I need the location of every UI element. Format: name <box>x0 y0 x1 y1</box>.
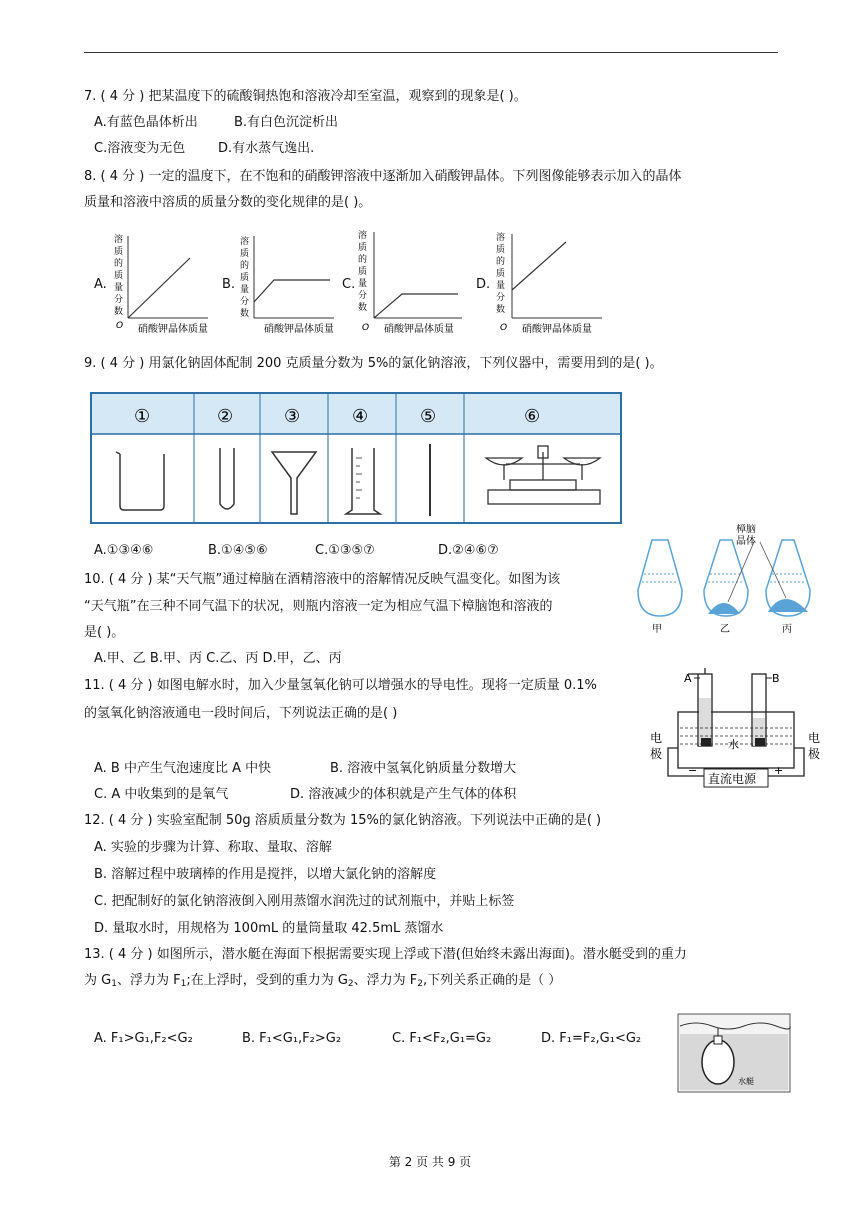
svg-text:质: 质 <box>114 271 124 281</box>
power-label: 直流电源 <box>708 772 757 786</box>
q9-instrument-table <box>90 392 624 526</box>
svg-text:分: 分 <box>114 295 124 305</box>
q7-option-a: A.有蓝色晶体析出 <box>94 115 198 130</box>
electrode-left-1: 电 <box>650 731 663 745</box>
svg-text:数: 数 <box>358 303 368 313</box>
svg-text:质: 质 <box>240 249 250 259</box>
q11-option-c: C. A 中收集到的是氧气 <box>94 787 229 802</box>
q8-stem-line1: 8. ( 4 分 ) 一定的温度下，在不饱和的硝酸钾溶液中逐渐加入硝酸钾晶体。下列图像能够表示加入的晶体 <box>84 169 682 184</box>
graph-d-line <box>512 242 566 290</box>
electrode-right-2: 极 <box>808 747 821 761</box>
q9-option-b: B.①④⑤⑥ <box>208 543 268 558</box>
label-b: B <box>772 672 780 685</box>
q12-option-a: A. 实验的步骤为计算、称取、量取、溶解 <box>94 840 332 855</box>
header-rule <box>84 52 778 53</box>
svg-text:O: O <box>116 321 124 331</box>
minus-label: − <box>688 764 698 777</box>
graph-b-line <box>254 280 330 302</box>
svg-text:的: 的 <box>240 261 250 271</box>
q10-options: A.甲、乙 B.甲、丙 C.乙、丙 D.甲，乙、丙 <box>94 651 342 666</box>
svg-text:硝酸钾晶体质量: 硝酸钾晶体质量 <box>264 324 334 335</box>
svg-text:量: 量 <box>496 281 506 291</box>
label-yi: 乙 <box>720 624 730 635</box>
q9-option-c: C.①③⑤⑦ <box>315 543 375 558</box>
q7-option-b: B.有白色沉淀析出 <box>234 115 339 130</box>
graph-a-line <box>128 258 190 318</box>
graph-a-xlabel: 硝酸钾晶体质量 <box>138 324 208 335</box>
svg-text:分: 分 <box>358 291 368 301</box>
svg-text:的: 的 <box>358 255 368 265</box>
q7-option-c: C.溶液变为无色 <box>94 141 186 156</box>
instrument-5-header: ⑤ <box>420 406 437 427</box>
submarine-label: 水艇 <box>738 1077 754 1086</box>
q11-stem-line1: 11. ( 4 分 ) 如图电解水时，加入少量氢氧化钠可以增强水的导电性。现将一定质量 0.1% <box>84 678 597 693</box>
svg-text:数: 数 <box>496 305 506 315</box>
q12-stem: 12. ( 4 分 ) 实验室配制 50g 溶质质量分数为 15%的氯化钠溶液。下列说法中正确的是( ) <box>84 813 602 828</box>
graph-c-line <box>374 294 458 318</box>
svg-text:量: 量 <box>358 279 368 289</box>
q11-option-d: D. 溶液减少的体积就是产生气体的体积 <box>290 787 517 802</box>
svg-text:量: 量 <box>114 283 124 293</box>
q10-stem-line2: “天气瓶”在三种不同气温下的状况，则瓶内溶液一定为相应气温下樟脑饱和溶液的 <box>84 599 553 614</box>
q11-option-a: A. B 中产生气泡速度比 A 中快 <box>94 761 272 776</box>
q8-graph-d-label: D. <box>476 277 491 292</box>
crystal-yi <box>708 603 740 614</box>
label-a: A <box>684 672 692 685</box>
label-jia: 甲 <box>652 624 662 635</box>
svg-text:O: O <box>500 323 508 333</box>
svg-text:数: 数 <box>240 309 250 319</box>
instrument-4-header: ④ <box>352 406 369 427</box>
electrode-left-2: 极 <box>650 747 663 761</box>
page-footer: 第 2 页 共 9 页 <box>388 1155 472 1169</box>
svg-text:数: 数 <box>114 307 124 317</box>
q8-graph-a-label: A. <box>94 277 107 292</box>
svg-text:硝酸钾晶体质量: 硝酸钾晶体质量 <box>522 324 592 335</box>
svg-text:O: O <box>362 323 370 333</box>
electrode-right-1: 电 <box>808 731 821 745</box>
q8-graph-a <box>114 233 208 335</box>
instrument-6-header: ⑥ <box>524 406 541 427</box>
q11-electrolysis-apparatus <box>648 668 824 790</box>
q13-option-d: D. F₁=F₂,G₁<G₂ <box>541 1031 642 1046</box>
q8-graph-d <box>496 231 602 335</box>
svg-text:溶: 溶 <box>358 231 368 241</box>
plus-label: + <box>774 764 784 777</box>
q8-stem-line2: 质量和溶液中溶质的质量分数的变化规律的是( )。 <box>84 195 372 210</box>
svg-text:质: 质 <box>496 245 506 255</box>
q13-option-b: B. F₁<G₁,F₂>G₂ <box>242 1031 342 1046</box>
q9-stem: 9. ( 4 分 ) 用氯化钠固体配制 200 克质量分数为 5%的氯化钠溶液，下列仪器中，需要用到的是( )。 <box>84 356 663 371</box>
water-label: 水 <box>728 738 739 751</box>
q11-stem-line2: 的氢氧化钠溶液通电一段时间后，下列说法正确的是( ) <box>84 706 398 721</box>
camphor-label: 樟脑 <box>736 524 756 535</box>
svg-text:晶体: 晶体 <box>736 536 756 547</box>
svg-text:质: 质 <box>358 243 368 253</box>
instrument-3-header: ③ <box>284 406 301 427</box>
q13-option-c: C. F₁<F₂,G₁=G₂ <box>392 1031 492 1046</box>
q12-option-d: D. 量取水时，用规格为 100mL 的量筒量取 42.5mL 蒸馏水 <box>94 921 444 936</box>
svg-text:溶: 溶 <box>240 237 250 247</box>
q13-stem-line1: 13. ( 4 分 ) 如图所示，潜水艇在海面下根据需要实现上浮或下潜(但始终未露出海面)。潜水艇受到的重力 <box>84 947 687 962</box>
q8-graph-b-label: B. <box>222 277 236 292</box>
svg-text:的: 的 <box>496 257 506 267</box>
q10-stem-line1: 10. ( 4 分 ) 某“天气瓶”通过樟脑在酒精溶液中的溶解情况反映气温变化。如图为该 <box>84 572 561 587</box>
q10-weather-bottles <box>628 524 828 644</box>
q12-option-c: C. 把配制好的氯化钠溶液倒入刚用蒸馏水润洗过的试剂瓶中，并贴上标签 <box>94 894 515 909</box>
svg-text:量: 量 <box>240 285 250 295</box>
q8-graph-b <box>240 235 334 335</box>
graph-a-ylabel: 溶 <box>114 235 124 245</box>
svg-text:的: 的 <box>114 259 124 269</box>
svg-text:质: 质 <box>240 273 250 283</box>
svg-text:溶: 溶 <box>496 233 506 243</box>
q13-stem-line2: 为 $G_1$、浮力为 $F_1$;在上浮时，受到的重力为 $G_2$、浮力为 $F_2$,下列关系正确的是（ ） <box>84 973 562 989</box>
svg-text:分: 分 <box>496 293 506 303</box>
q11-option-b: B. 溶液中氢氧化钠质量分数增大 <box>330 761 517 776</box>
q13-option-a: A. F₁>G₁,F₂<G₂ <box>94 1031 193 1046</box>
instrument-2-header: ② <box>217 406 234 427</box>
svg-text:质: 质 <box>358 267 368 277</box>
svg-text:质: 质 <box>114 247 124 257</box>
svg-text:分: 分 <box>240 297 250 307</box>
q8-graphs <box>108 228 608 340</box>
q9-option-d: D.②④⑥⑦ <box>438 543 499 558</box>
q9-option-a: A.①③④⑥ <box>94 543 154 558</box>
instrument-1-header: ① <box>134 406 151 427</box>
q8-graph-c <box>358 229 462 335</box>
q13-submarine-figure <box>676 1012 792 1094</box>
svg-text:质: 质 <box>496 269 506 279</box>
q10-stem-line3: 是( )。 <box>84 625 125 640</box>
crystal-bing <box>768 599 808 612</box>
q7-option-d: D.有水蒸气逸出. <box>218 141 315 156</box>
submarine-icon <box>702 1040 734 1084</box>
q12-option-b: B. 溶解过程中玻璃棒的作用是搅拌，以增大氯化钠的溶解度 <box>94 867 437 882</box>
svg-text:硝酸钾晶体质量: 硝酸钾晶体质量 <box>384 324 454 335</box>
q8-graph-c-label: C. <box>342 277 356 292</box>
q7-stem: 7. ( 4 分 ) 把某温度下的硫酸铜热饱和溶液冷却至室温，观察到的现象是( )。 <box>84 89 527 104</box>
label-bing: 丙 <box>782 624 792 635</box>
bottle-jia <box>638 540 682 616</box>
